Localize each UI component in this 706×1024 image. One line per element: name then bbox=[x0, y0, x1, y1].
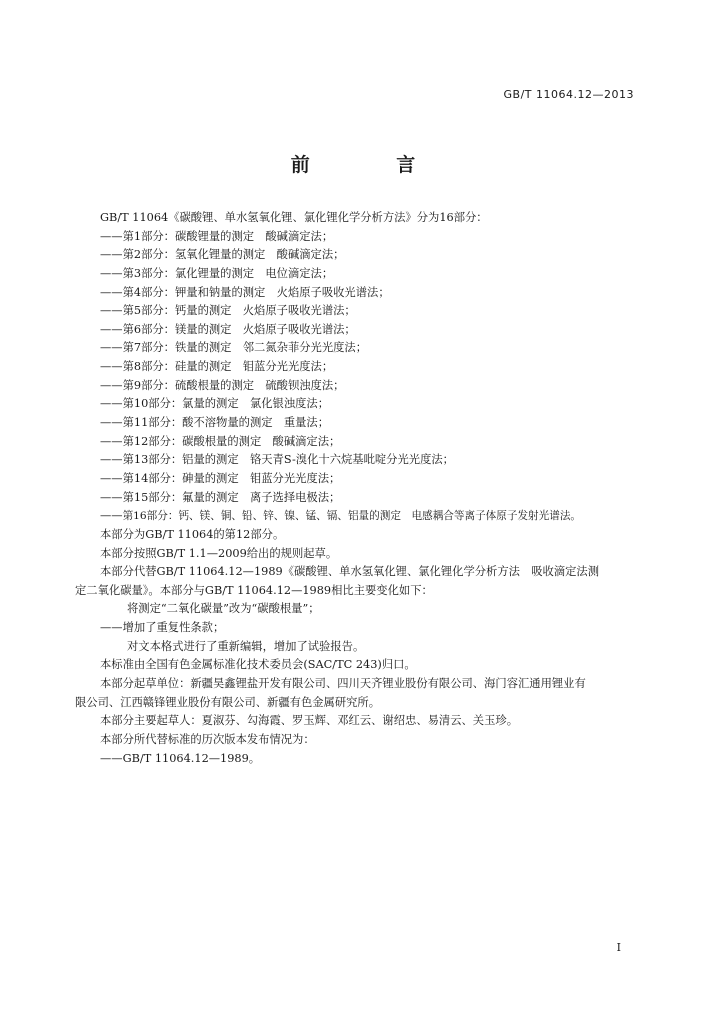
list-item: ——第11部分：酸不溶物量的测定 重量法； bbox=[100, 416, 330, 430]
list-item: 对文本格式进行了重新编辑，增加了试验报告。 bbox=[127, 639, 365, 653]
parts-list bbox=[100, 228, 645, 526]
list-item: ——第16部分：钙、镁、铜、铅、锌、镍、锰、镉、铝量的测定 电感耦合等离子体原子发射光谱法。 bbox=[100, 509, 582, 523]
para-drafting: 本部分按照GB/T 1.1—2009给出的规则起草。 bbox=[100, 546, 338, 560]
list-item: 将测定“二氧化碳量”改为“碳酸根量”； bbox=[127, 602, 320, 616]
page-title: 前 言 bbox=[290, 154, 456, 176]
para-units-line2: 限公司、江西赣锋锂业股份有限公司、新疆有色金属研究所。 bbox=[75, 695, 381, 709]
standard-number: GB/T 11064.12—2013 bbox=[503, 88, 634, 101]
list-item: ——第2部分：氢氧化锂量的测定 酸碱滴定法； bbox=[100, 248, 345, 262]
list-item: ——第7部分：铁量的测定 邻二氮杂菲分光光度法； bbox=[100, 341, 368, 355]
list-item: ——第3部分：氯化锂量的测定 电位滴定法； bbox=[100, 266, 334, 280]
list-item: ——第13部分：铝量的测定 铬天青S-溴化十六烷基吡啶分光光度法； bbox=[100, 453, 454, 467]
list-item: ——第10部分：氯量的测定 氯化银浊度法； bbox=[100, 397, 330, 411]
foreword-body bbox=[75, 209, 645, 768]
list-item: ——增加了重复性条款； bbox=[100, 621, 225, 635]
list-item: ——第8部分：硅量的测定 钼蓝分光光度法； bbox=[100, 360, 334, 374]
list-item: ——第5部分：钙量的测定 火焰原子吸收光谱法； bbox=[100, 304, 356, 318]
list-item: ——GB/T 11064.12—1989。 bbox=[100, 751, 261, 765]
para-units-line1: 本部分起草单位：新疆昊鑫锂盐开发有限公司、四川天齐锂业股份有限公司、海门容汇通用锂业有 bbox=[100, 677, 586, 691]
page-number: I bbox=[616, 941, 621, 954]
list-item: ——第15部分：氟量的测定 离子选择电极法； bbox=[100, 490, 341, 504]
list-item: ——第4部分：钾量和钠量的测定 火焰原子吸收光谱法； bbox=[100, 285, 390, 299]
list-item: ——第14部分：砷量的测定 钼蓝分光光度法； bbox=[100, 471, 341, 485]
para-committee: 本标准由全国有色金属标准化技术委员会(SAC/TC 243)归口。 bbox=[100, 658, 416, 672]
changes-list bbox=[100, 600, 645, 656]
list-item: ——第6部分：镁量的测定 火焰原子吸收光谱法； bbox=[100, 322, 356, 336]
list-item: ——第9部分：硫酸根量的测定 硫酸钡浊度法； bbox=[100, 378, 345, 392]
para-drafters: 本部分主要起草人：夏淑芬、勾海霞、罗玉辉、邓红云、谢绍忠、易清云、关玉珍。 bbox=[100, 714, 518, 728]
para-replace-line2: 定二氧化碳量》。本部分与GB/T 11064.12—1989相比主要变化如下： bbox=[75, 583, 433, 597]
para-part: 本部分为GB/T 11064的第12部分。 bbox=[100, 527, 285, 541]
para-replace-line1: 本部分代替GB/T 11064.12—1989《碳酸锂、单水氢氧化锂、氯化锂化学分析方法 吸收滴定法测 bbox=[100, 565, 600, 579]
list-item: ——第1部分：碳酸锂量的测定 酸碱滴定法； bbox=[100, 229, 334, 243]
list-item: ——第12部分：碳酸根量的测定 酸碱滴定法； bbox=[100, 434, 341, 448]
parts-intro: GB/T 11064《碳酸锂、单水氢氧化锂、氯化锂化学分析方法》分为16部分： bbox=[100, 211, 488, 224]
para-history: 本部分所代替标准的历次版本发布情况为： bbox=[100, 732, 315, 746]
